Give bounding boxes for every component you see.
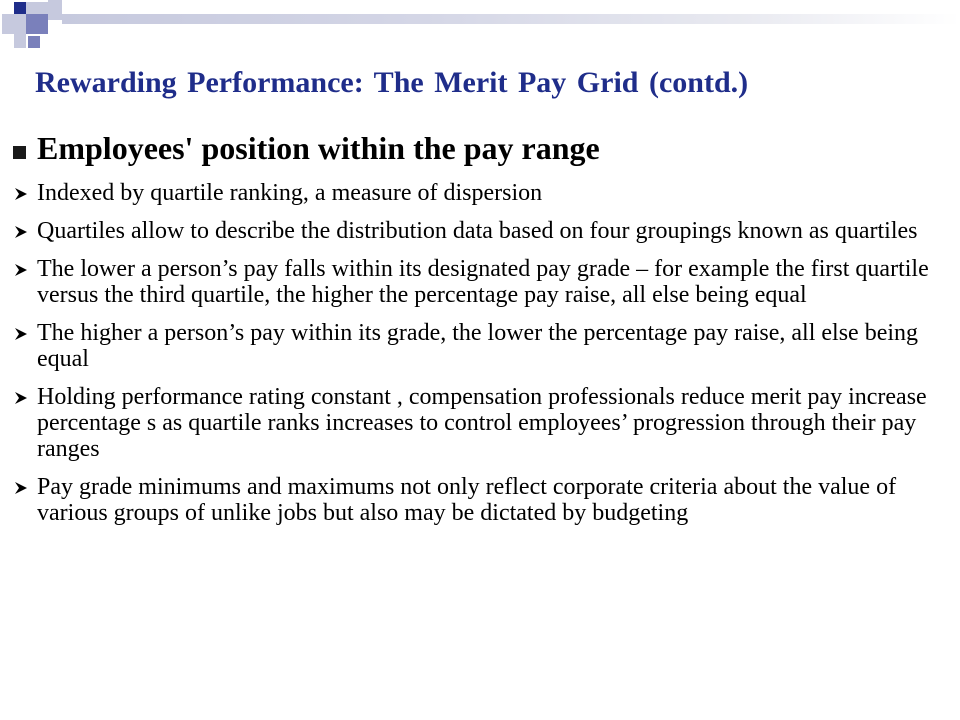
sub-bullet-text: Quartiles allow to describe the distribution data based on four groupings known as quartiles	[37, 218, 918, 244]
sub-bullet-text: Holding performance rating constant , compensation professionals reduce merit pay increase percentage s as quartile ranks increases to control employees’ progression through their pay ranges	[37, 384, 927, 462]
deco-square-light	[48, 0, 62, 20]
deco-square-mid	[28, 36, 40, 48]
sub-bullet-item	[0, 384, 960, 462]
deco-square-light	[2, 14, 26, 34]
deco-square-dark	[14, 2, 26, 14]
deco-square-light	[14, 34, 26, 48]
arrow-bullet-icon	[13, 480, 29, 496]
arrow-bullet-icon	[13, 186, 29, 202]
deco-gradient-bar	[62, 14, 960, 24]
arrow-bullet-icon	[13, 326, 29, 342]
arrow-bullet-icon	[13, 224, 29, 240]
sub-bullet-text: Indexed by quartile ranking, a measure of dispersion	[37, 180, 543, 206]
header-decoration	[0, 0, 960, 60]
sub-bullet-text: The lower a person’s pay falls within its designated pay grade – for example the first quartile versus the third quartile, the higher the percentage pay raise, all else being equal	[37, 256, 929, 308]
sub-bullet-text: Pay grade minimums and maximums not only reflect corporate criteria about the value of various groups of unlike jobs but also may be dictated by budgeting	[37, 474, 897, 526]
sub-bullet-item	[0, 474, 960, 526]
main-bullet-text: Employees' position within the pay range	[37, 130, 600, 166]
sub-bullet-item	[0, 218, 960, 244]
slide-title: Rewarding Performance: The Merit Pay Grid (contd.)	[35, 66, 749, 99]
arrow-bullet-icon	[13, 390, 29, 406]
slide-content	[0, 130, 960, 538]
sub-bullet-text: The higher a person’s pay within its grade, the lower the percentage pay raise, all else being equal	[37, 320, 919, 372]
square-bullet-icon	[13, 146, 26, 159]
main-bullet-item	[0, 130, 960, 170]
sub-bullet-item	[0, 320, 960, 372]
sub-bullet-item	[0, 180, 960, 206]
deco-square-light	[26, 2, 48, 14]
deco-square-mid	[26, 14, 48, 34]
sub-bullet-item	[0, 256, 960, 308]
arrow-bullet-icon	[13, 262, 29, 278]
